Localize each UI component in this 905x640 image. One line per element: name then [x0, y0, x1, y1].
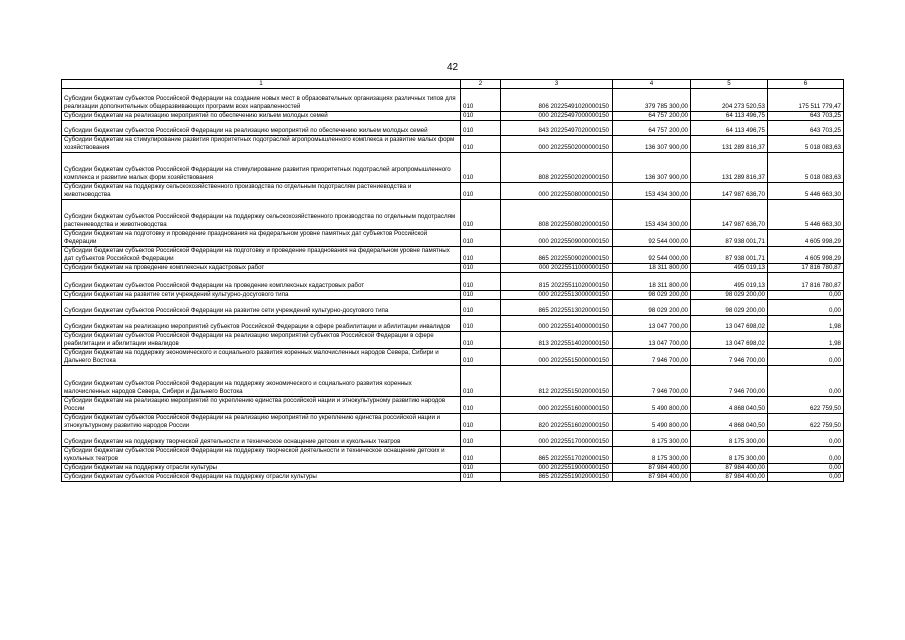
- row-executed-amount: 98 029 200,00: [691, 291, 768, 300]
- row-budget-code: 815 20225511020000150: [501, 273, 613, 291]
- row-unexecuted-amount: 643 703,25: [768, 121, 844, 136]
- table-row: [62, 89, 844, 112]
- row-approved-amount: 98 029 200,00: [613, 291, 691, 300]
- row-name: Субсидии бюджетам субъектов Российской Федерации на создание новых мест в образовательных организациях различных типов для реализации дополнительных общеразвивающих программ всех направленностей: [62, 89, 461, 112]
- row-approved-amount: 8 175 300,00: [613, 447, 691, 464]
- row-budget-code: 806 20225491020000150: [501, 89, 613, 112]
- row-budget-code: 000 20225511000000150: [501, 264, 613, 273]
- row-line-code: 010: [461, 447, 501, 464]
- row-budget-code: 843 20225497020000150: [501, 121, 613, 136]
- row-line-code: 010: [461, 397, 501, 414]
- row-line-code: 010: [461, 431, 501, 447]
- row-executed-amount: 131 289 816,37: [691, 136, 768, 153]
- row-approved-amount: 92 544 000,00: [613, 247, 691, 264]
- row-budget-code: 000 20225516000000150: [501, 397, 613, 414]
- table-row: [62, 397, 844, 414]
- row-budget-code: 000 20225514000000150: [501, 316, 613, 332]
- row-name: Субсидии бюджетам субъектов Российской Федерации на проведение комплексных кадастровых работ: [62, 273, 461, 291]
- budget-table: [61, 79, 844, 482]
- column-header: 1: [62, 80, 461, 89]
- row-executed-amount: 13 047 698,02: [691, 316, 768, 332]
- row-unexecuted-amount: 0,00: [768, 349, 844, 366]
- row-executed-amount: 7 946 700,00: [691, 366, 768, 397]
- row-name: Субсидии бюджетам субъектов Российской Федерации на развитие сети учреждений культурно-досугового типа: [62, 300, 461, 316]
- row-executed-amount: 204 273 520,53: [691, 89, 768, 112]
- row-line-code: 010: [461, 349, 501, 366]
- row-executed-amount: 8 175 300,00: [691, 431, 768, 447]
- row-name: Субсидии бюджетам на развитие сети учреждений культурно-досугового типа: [62, 291, 461, 300]
- row-line-code: 010: [461, 112, 501, 121]
- row-budget-code: 000 20225497000000150: [501, 112, 613, 121]
- row-unexecuted-amount: 622 759,50: [768, 397, 844, 414]
- row-line-code: 010: [461, 414, 501, 431]
- row-name: Субсидии бюджетам на поддержку экономического и социального развития коренных малочисленных народов Севера, Сибири и Дальнего Востока: [62, 349, 461, 366]
- row-executed-amount: 98 029 200,00: [691, 300, 768, 316]
- row-executed-amount: 64 113 496,75: [691, 121, 768, 136]
- table-row: [62, 247, 844, 264]
- row-name: Субсидии бюджетам на подготовку и проведение празднования на федеральном уровне памятных дат субъектов Российской Федерации: [62, 230, 461, 247]
- row-executed-amount: 147 987 636,70: [691, 183, 768, 200]
- row-approved-amount: 13 047 700,00: [613, 332, 691, 349]
- row-budget-code: 000 20225509000000150: [501, 230, 613, 247]
- row-budget-code: 865 20225519020000150: [501, 473, 613, 482]
- row-unexecuted-amount: 0,00: [768, 464, 844, 473]
- row-executed-amount: 87 938 001,71: [691, 230, 768, 247]
- row-approved-amount: 153 434 300,00: [613, 183, 691, 200]
- row-unexecuted-amount: 5 446 663,30: [768, 183, 844, 200]
- row-budget-code: 000 20225508000000150: [501, 183, 613, 200]
- table-row: [62, 136, 844, 153]
- row-line-code: 010: [461, 291, 501, 300]
- row-budget-code: 808 20225502020000150: [501, 153, 613, 183]
- row-budget-code: 000 20225515000000150: [501, 349, 613, 366]
- row-unexecuted-amount: 17 816 780,87: [768, 264, 844, 273]
- page-number: 42: [446, 62, 459, 73]
- row-name: Субсидии бюджетам субъектов Российской Федерации на поддержку отрасли культуры: [62, 473, 461, 482]
- row-unexecuted-amount: 4 605 998,29: [768, 247, 844, 264]
- row-unexecuted-amount: 175 511 779,47: [768, 89, 844, 112]
- row-approved-amount: 13 047 700,00: [613, 316, 691, 332]
- row-approved-amount: 153 434 300,00: [613, 200, 691, 230]
- row-unexecuted-amount: 5 446 663,30: [768, 200, 844, 230]
- row-approved-amount: 64 757 200,00: [613, 112, 691, 121]
- table-row: [62, 473, 844, 482]
- row-approved-amount: 18 311 800,00: [613, 264, 691, 273]
- row-name: Субсидии бюджетам субъектов Российской Федерации на поддержку экономического и социального развития коренных малочисленных народов Севера, Сибири и Дальнего Востока: [62, 366, 461, 397]
- row-name: Субсидии бюджетам субъектов Российской Федерации на реализацию мероприятий по укреплению единства российской нации и этнокультурному развитию народов России: [62, 414, 461, 431]
- row-approved-amount: 7 946 700,00: [613, 366, 691, 397]
- row-line-code: 010: [461, 153, 501, 183]
- row-name: Субсидии бюджетам субъектов Российской Федерации на реализацию мероприятий по обеспечению жильем молодых семей: [62, 121, 461, 136]
- row-line-code: 010: [461, 136, 501, 153]
- row-name: Субсидии бюджетам на стимулирование развития приоритетных подотраслей агропромышленного комплекса и развитие малых форм хозяйствования: [62, 136, 461, 153]
- row-budget-code: 000 20225517000000150: [501, 431, 613, 447]
- row-executed-amount: 87 984 400,00: [691, 464, 768, 473]
- table-row: [62, 183, 844, 200]
- row-executed-amount: 147 987 636,70: [691, 200, 768, 230]
- row-name: Субсидии бюджетам на поддержку творческой деятельности и техническое оснащение детских и кукольных театров: [62, 431, 461, 447]
- row-name: Субсидии бюджетам на поддержку сельскохозяйственного производства по отдельным подотраслям растениеводства и животноводства: [62, 183, 461, 200]
- row-executed-amount: 495 019,13: [691, 273, 768, 291]
- row-approved-amount: 87 984 400,00: [613, 473, 691, 482]
- row-executed-amount: 4 868 040,50: [691, 397, 768, 414]
- table-row: [62, 332, 844, 349]
- table-body: [62, 89, 844, 482]
- row-approved-amount: 136 307 900,00: [613, 153, 691, 183]
- row-name: Субсидии бюджетам субъектов Российской Федерации на поддержку сельскохозяйственного производства по отдельным подотраслям растениеводства и животноводства: [62, 200, 461, 230]
- row-executed-amount: 13 047 698,02: [691, 332, 768, 349]
- row-unexecuted-amount: 5 018 083,63: [768, 153, 844, 183]
- table-row: [62, 230, 844, 247]
- table-row: [62, 447, 844, 464]
- row-unexecuted-amount: 622 759,50: [768, 414, 844, 431]
- row-approved-amount: 7 946 700,00: [613, 349, 691, 366]
- row-line-code: 010: [461, 332, 501, 349]
- row-line-code: 010: [461, 247, 501, 264]
- row-line-code: 010: [461, 300, 501, 316]
- row-budget-code: 000 20225519000000150: [501, 464, 613, 473]
- row-approved-amount: 5 490 800,00: [613, 397, 691, 414]
- row-budget-code: 000 20225513000000150: [501, 291, 613, 300]
- table-row: [62, 366, 844, 397]
- row-budget-code: 000 20225502000000150: [501, 136, 613, 153]
- table-row: [62, 153, 844, 183]
- row-executed-amount: 7 946 700,00: [691, 349, 768, 366]
- table-row: [62, 112, 844, 121]
- row-name: Субсидии бюджетам субъектов Российской Федерации на реализацию мероприятий субъектов Российской Федерации в сфере реабилитации и абилитации инвалидов: [62, 332, 461, 349]
- row-executed-amount: 4 868 040,50: [691, 414, 768, 431]
- table-row: [62, 121, 844, 136]
- row-line-code: 010: [461, 200, 501, 230]
- row-approved-amount: 379 785 300,00: [613, 89, 691, 112]
- row-approved-amount: 92 544 000,00: [613, 230, 691, 247]
- row-executed-amount: 64 113 496,75: [691, 112, 768, 121]
- row-line-code: 010: [461, 264, 501, 273]
- row-executed-amount: 131 289 816,37: [691, 153, 768, 183]
- row-unexecuted-amount: 0,00: [768, 291, 844, 300]
- row-approved-amount: 136 307 900,00: [613, 136, 691, 153]
- row-line-code: 010: [461, 366, 501, 397]
- row-unexecuted-amount: 643 703,25: [768, 112, 844, 121]
- row-approved-amount: 87 984 400,00: [613, 464, 691, 473]
- table-row: [62, 464, 844, 473]
- column-header: 2: [461, 80, 501, 89]
- row-executed-amount: 495 019,13: [691, 264, 768, 273]
- column-header: 6: [768, 80, 844, 89]
- table-row: [62, 300, 844, 316]
- row-name: Субсидии бюджетам на реализацию мероприятий по укреплению единства российской нации и этнокультурному развитию народов России: [62, 397, 461, 414]
- row-budget-code: 812 20225515020000150: [501, 366, 613, 397]
- row-budget-code: 813 20225514020000150: [501, 332, 613, 349]
- row-approved-amount: 64 757 200,00: [613, 121, 691, 136]
- row-line-code: 010: [461, 89, 501, 112]
- row-approved-amount: 5 490 800,00: [613, 414, 691, 431]
- row-line-code: 010: [461, 183, 501, 200]
- row-line-code: 010: [461, 273, 501, 291]
- row-line-code: 010: [461, 121, 501, 136]
- row-approved-amount: 18 311 800,00: [613, 273, 691, 291]
- table-header-row: [62, 80, 844, 89]
- row-name: Субсидии бюджетам субъектов Российской Федерации на поддержку творческой деятельности и техническое оснащение детских и кукольных театров: [62, 447, 461, 464]
- row-approved-amount: 98 029 200,00: [613, 300, 691, 316]
- row-name: Субсидии бюджетам на проведение комплексных кадастровых работ: [62, 264, 461, 273]
- row-unexecuted-amount: 0,00: [768, 447, 844, 464]
- row-budget-code: 808 20225508020000150: [501, 200, 613, 230]
- row-unexecuted-amount: 17 816 780,87: [768, 273, 844, 291]
- row-unexecuted-amount: 1,98: [768, 332, 844, 349]
- row-budget-code: 865 20225513020000150: [501, 300, 613, 316]
- table-row: [62, 349, 844, 366]
- row-line-code: 010: [461, 464, 501, 473]
- row-approved-amount: 8 175 300,00: [613, 431, 691, 447]
- column-header: 5: [691, 80, 768, 89]
- row-unexecuted-amount: 0,00: [768, 366, 844, 397]
- row-name: Субсидии бюджетам субъектов Российской Федерации на подготовку и проведение празднования на федеральном уровне памятных дат субъектов Российской Федерации: [62, 247, 461, 264]
- table-row: [62, 414, 844, 431]
- row-name: Субсидии бюджетам на реализацию мероприятий субъектов Российской Федерации в сфере реабилитации и абилитации инвалидов: [62, 316, 461, 332]
- table-row: [62, 200, 844, 230]
- row-name: Субсидии бюджетам на поддержку отрасли культуры: [62, 464, 461, 473]
- row-unexecuted-amount: 1,98: [768, 316, 844, 332]
- row-budget-code: 865 20225509020000150: [501, 247, 613, 264]
- table-row: [62, 291, 844, 300]
- table-row: [62, 273, 844, 291]
- row-name: Субсидии бюджетам субъектов Российской Федерации на стимулирование развития приоритетных подотраслей агропромышленного комплекса и развитие малых форм хозяйствования: [62, 153, 461, 183]
- row-line-code: 010: [461, 473, 501, 482]
- row-executed-amount: 87 984 400,00: [691, 473, 768, 482]
- table-row: [62, 264, 844, 273]
- table-row: [62, 431, 844, 447]
- row-executed-amount: 8 175 300,00: [691, 447, 768, 464]
- column-header: 4: [613, 80, 691, 89]
- row-executed-amount: 87 938 001,71: [691, 247, 768, 264]
- column-header: 3: [501, 80, 613, 89]
- row-unexecuted-amount: 0,00: [768, 300, 844, 316]
- table-row: [62, 316, 844, 332]
- row-line-code: 010: [461, 230, 501, 247]
- row-unexecuted-amount: 5 018 083,63: [768, 136, 844, 153]
- row-line-code: 010: [461, 316, 501, 332]
- row-unexecuted-amount: 0,00: [768, 431, 844, 447]
- row-unexecuted-amount: 4 605 998,29: [768, 230, 844, 247]
- row-name: Субсидии бюджетам на реализацию мероприятий по обеспечению жильем молодых семей: [62, 112, 461, 121]
- row-unexecuted-amount: 0,00: [768, 473, 844, 482]
- row-budget-code: 865 20225517020000150: [501, 447, 613, 464]
- row-budget-code: 820 20225516020000150: [501, 414, 613, 431]
